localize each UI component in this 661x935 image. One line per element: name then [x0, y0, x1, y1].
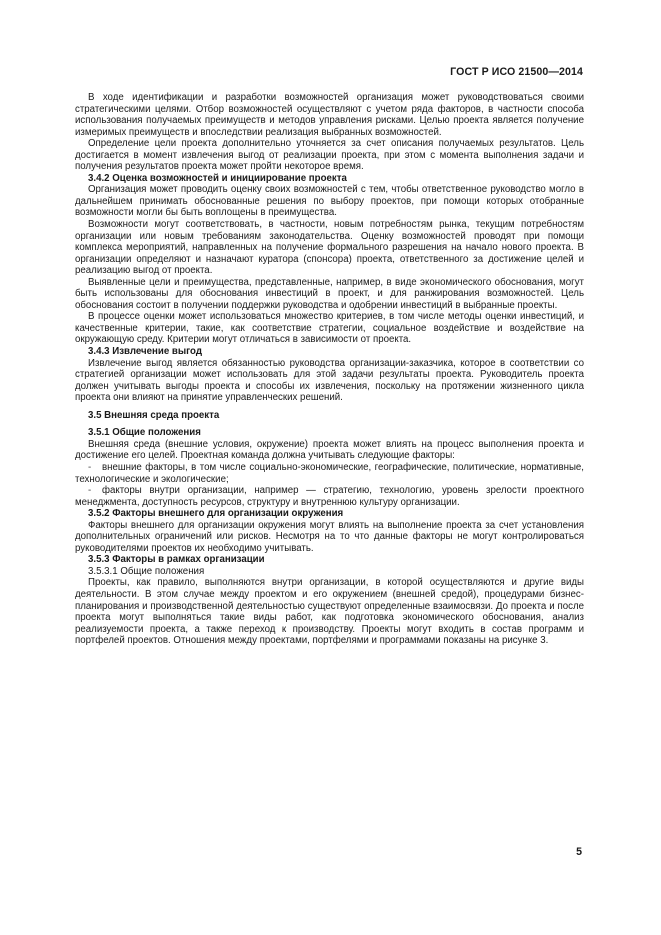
paragraph: Проекты, как правило, выполняются внутри организации, в которой осуществляются и другие виды деятельности. В этом случае между проектом и его окружением (внешней средой), процедурами бизнес-планирования и производственной деятельностью существуют определенные взаимосвязи. До проекта и после проекта могут выполняться такие виды работ, как подготовка экономического обоснования, анализ реализуемости проекта, а также переход к производству. Проекты могут входить в состав программ и портфелей проектов. Отношения между проектами, портфелями и программами показаны на рисунке 3. — [75, 577, 584, 647]
subsection-heading-3-5-3-1: 3.5.3.1 Общие положения — [88, 565, 205, 577]
paragraph: Факторы внешнего для организации окружения могут влиять на выполнение проекта за счет установления дополнительных ограничений или рисков. Несмотря на то что данные факторы не могут контролироваться руководителями проектов их необходимо учитывать. — [75, 519, 584, 554]
paragraph: Извлечение выгод является обязанностью руководства организации-заказчика, которое в соответствии со стратегией организации может использовать для этой задачи результаты проекта. Руководитель проекта должен учитывать выгоды проекта и способы их извлечения, поскольку на протяжении жизненного цикла проекта они влияют на принятие управленческих решений. — [75, 357, 584, 404]
standard-header: ГОСТ Р ИСО 21500—2014 — [450, 66, 583, 78]
paragraph: В ходе идентификации и разработки возможностей организация может руководствоваться своими стратегическими целями. Отбор возможностей осуществляют с учетом ряда факторов, в частности способа использования получаемых преимуществ и методов управления рисками. Целью проекта является получение измеримых преимуществ и впоследствии реализация выбранных возможностей. — [75, 92, 584, 138]
paragraph: Организация может проводить оценку своих возможностей с тем, чтобы ответственное руководство могло в дальнейшем принимать обоснованные решения по выбору проектов, при помощи которых отобранные возможности могли бы быть воплощены в преимущества. — [75, 184, 584, 219]
section-heading-3-4-3: 3.4.3 Извлечение выгод — [88, 346, 202, 358]
paragraph: Определение цели проекта дополнительно уточняется за счет описания получаемых результатов. Цель достигается в момент извлечения выгод от реализации проекта, при этом с момента выполнения задачи и получения результатов проекта может пройти некоторое время. — [75, 138, 584, 173]
section-heading-3-4-2: 3.4.2 Оценка возможностей и инициирование проекта — [88, 172, 347, 184]
paragraph: Возможности могут соответствовать, в частности, новым потребностям рынка, текущим потребностям организации или новым требованиям законодательства. Оценку возможностей проводят при помощи комплекса мероприятий, направленных на получение формального разрешения на начало нового проекта. В организации определяют и назначают куратора (спонсора) проекта, ответственного за достижение целей и реализацию выгод от проекта. — [75, 219, 584, 277]
section-heading-3-5-1: 3.5.1 Общие положения — [88, 427, 201, 439]
paragraph: Внешняя среда (внешние условия, окружение) проекта может влиять на процесс выполнения проекта и достижение его целей. Проектная команда должна учитывать следующие факторы: — [75, 438, 584, 462]
section-heading-3-5-2: 3.5.2 Факторы внешнего для организации окружения — [88, 508, 344, 520]
bullet-item — [75, 462, 584, 485]
section-heading-3-5: 3.5 Внешняя среда проекта — [88, 409, 220, 421]
bullet-dash: - — [88, 461, 92, 473]
bullet-item — [75, 485, 584, 508]
paragraph: В процессе оценки может использоваться множество критериев, в том числе методы оценки инвестиций, и качественные критерии, такие, как соответствие стратегии, социальное воздействие и воздействие на окружающую среду. Критерии могут отличаться в зависимости от проекта. — [75, 311, 584, 346]
document-body — [75, 92, 584, 647]
bullet-text: факторы внутри организации, например — стратегию, технологию, уровень зрелости проектного менеджмента, доступность ресурсов, структуру и внутреннюю культуру организации. — [75, 485, 584, 508]
paragraph: Выявленные цели и преимущества, представленные, например, в виде экономического обоснования, могут быть использованы для обоснования инвестиций в проект, и для ранжирования возможностей. Цель обоснования состоит в получении поддержки руководства и одобрении инвестиций в выбранные проекты. — [75, 276, 584, 311]
bullet-text: внешние факторы, в том числе социально-экономические, географические, политические, нормативные, технологические и экологические; — [75, 461, 584, 485]
section-heading-3-5-3: 3.5.3 Факторы в рамках организации — [88, 554, 265, 566]
page-number: 5 — [576, 846, 582, 858]
bullet-dash: - — [88, 485, 92, 497]
